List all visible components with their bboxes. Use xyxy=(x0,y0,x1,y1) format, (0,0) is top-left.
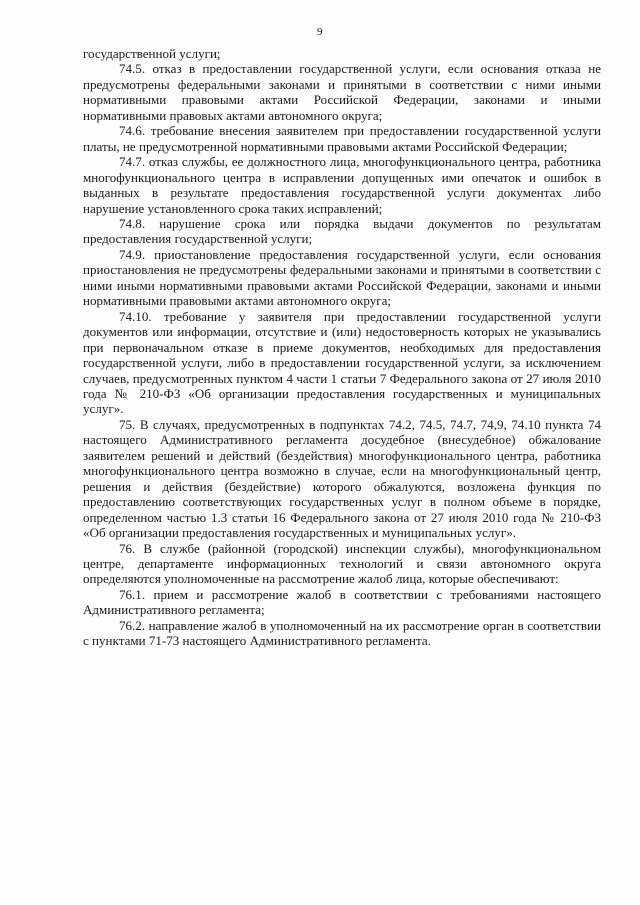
paragraph-74-8: 74.8. нарушение срока или порядка выдачи документов по результатам предоставления государственной услуги; xyxy=(83,215,601,247)
document-body xyxy=(83,46,601,649)
paragraph-76: 76. В службе (районной (городской) инспекции службы), многофункциональном центре, департаменте информационных технологий и связи автономного округа определяются уполномоченные на рассмотрение жалоб лица, которые обеспечивают: xyxy=(83,540,601,587)
paragraph-74-7: 74.7. отказ службы, ее должностного лица, многофункционального центра, работника многофункционального центра в исправлении допущенных ими опечаток и ошибок в выданных в результате предоставления государственной услуги документах либо нарушение установленного срока таких исправлений; xyxy=(83,154,601,216)
paragraph-76-1: 76.1. прием и рассмотрение жалоб в соответствии с требованиями настоящего Административного регламента; xyxy=(83,586,601,618)
paragraph-74-5: 74.5. отказ в предоставлении государственной услуги, если основания отказа не предусмотрены федеральными законами и принятыми в соответствии с ними иными нормативными правовыми актами Российской Федерации, законами и иными нормативными правовых актами автономного округа; xyxy=(83,61,601,123)
paragraph-74-6: 74.6. требование внесения заявителем при предоставлении государственной услуги платы, не предусмотренной нормативными правовыми актами Российской Федерации; xyxy=(83,123,601,154)
page-number: 9 xyxy=(317,26,323,38)
paragraph-75: 75. В случаях, предусмотренных в подпунктах 74.2, 74.5, 74.7, 74,9, 74.10 пункта 74 настоящего Административного регламента досудебное (внесудебное) обжалование заявителем решений и действий (бездействия) многофункционального центра, работника многофункционального центра возможно в случае, если на многофункциональный центр, решения и действия (бездействие) которого обжалуются, возложена функция по предоставлению соответствующих государственных услуг в полном объеме в порядке, определенном частью 1.3 статьи 16 Федерального закона от 27 июля 2010 года № 210-ФЗ «Об организации предоставления государственных и муниципальных услуг». xyxy=(83,416,601,541)
paragraph-76-2: 76.2. направление жалоб в уполномоченный на их рассмотрение орган в соответствии с пунктами 71-73 настоящего Административного регламента. xyxy=(83,617,601,649)
paragraph-continuation: государственной услуги; xyxy=(83,46,221,61)
paragraph-74-9: 74.9. приостановление предоставления государственной услуги, если основания приостановления не предусмотрены федеральными законами и принятыми в соответствии с ними иными нормативными правовыми актами Российской Федерации, законами и иными нормативными правовыми актами автономного округа; xyxy=(83,246,601,309)
paragraph-74-10: 74.10. требование у заявителя при предоставлении государственной услуги документов или информации, отсутствие и (или) недостоверность которых не указывались при первоначальном отказе в приеме документов, необходимых для предоставления государственной услуги, либо в предоставлении государственной услуги, за исключением случаев, предусмотренных пунктом 4 части 1 статьи 7 Федерального закона от 27 июля 2010 года № 210-ФЗ «Об организации предоставления государственных и муниципальных услуг». xyxy=(83,308,601,417)
